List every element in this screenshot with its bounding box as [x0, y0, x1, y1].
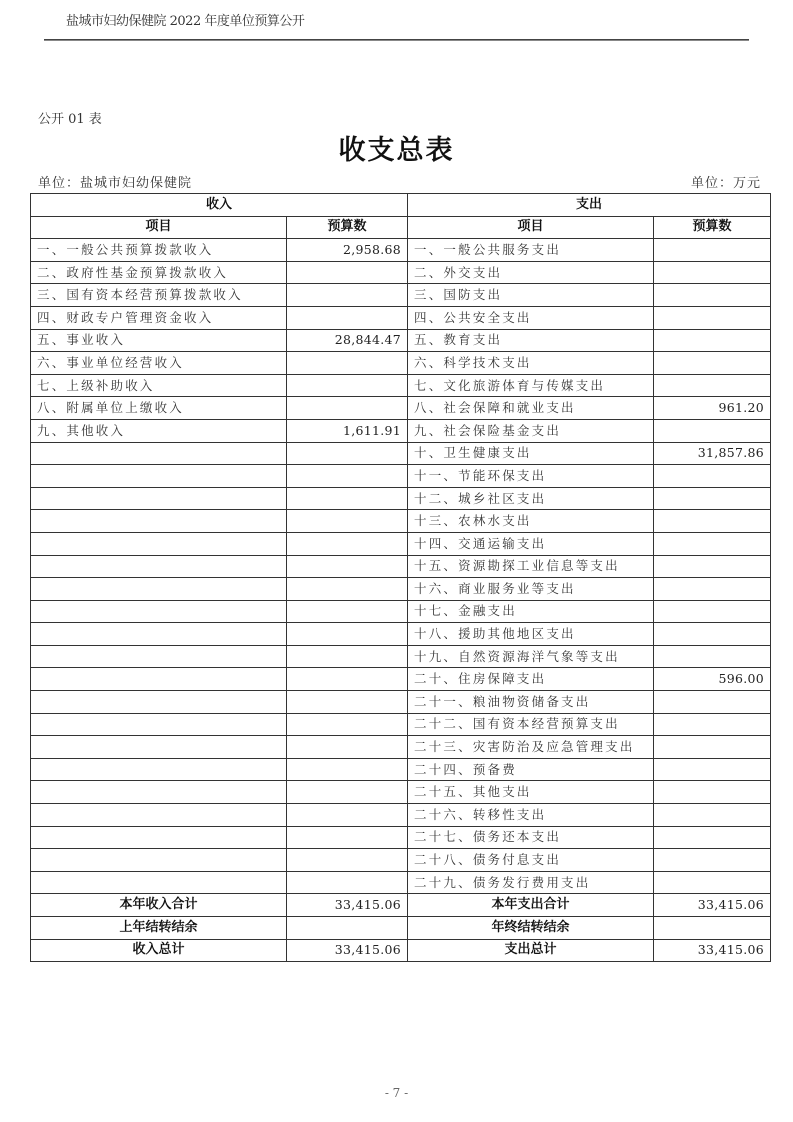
expense-value-cell [654, 713, 771, 736]
expense-value-cell [654, 645, 771, 668]
income-total-label: 收入总计 [31, 939, 287, 962]
income-total-label: 上年结转结余 [31, 917, 287, 940]
expense-item-cell: 十一、节能环保支出 [408, 465, 654, 488]
income-value-cell [287, 352, 408, 375]
expense-item-cell: 二十、住房保障支出 [408, 668, 654, 691]
budget-summary-table [30, 193, 771, 962]
income-item-cell: 一、一般公共预算拨款收入 [31, 239, 287, 262]
table-row [31, 329, 771, 352]
expense-value-cell [654, 419, 771, 442]
table-row [31, 849, 771, 872]
table-number: 公开 01 表 [38, 112, 102, 127]
income-item-cell [31, 487, 287, 510]
income-total-value: 33,415.06 [287, 939, 408, 962]
expense-value-cell [654, 849, 771, 872]
table-row [31, 578, 771, 601]
expense-item-cell: 十七、金融支出 [408, 600, 654, 623]
income-value-cell [287, 645, 408, 668]
expense-value-cell [654, 623, 771, 646]
income-total-value: 33,415.06 [287, 894, 408, 917]
income-item-cell [31, 849, 287, 872]
income-item-cell [31, 871, 287, 894]
income-item-cell [31, 668, 287, 691]
expense-value-cell [654, 555, 771, 578]
income-value-cell [287, 736, 408, 759]
income-value-cell [287, 713, 408, 736]
table-row [31, 736, 771, 759]
column-header-row [31, 216, 771, 239]
page-title: 收支总表 [338, 135, 455, 166]
table-row [31, 804, 771, 827]
income-item-cell: 四、财政专户管理资金收入 [31, 306, 287, 329]
total-row [31, 894, 771, 917]
expense-item-cell: 十八、援助其他地区支出 [408, 623, 654, 646]
page-number: - 7 - [384, 1086, 409, 1100]
income-item-cell [31, 532, 287, 555]
expense-total-value: 33,415.06 [654, 939, 771, 962]
expense-item-cell: 十九、自然资源海洋气象等支出 [408, 645, 654, 668]
income-budget-column-header: 预算数 [287, 216, 408, 239]
income-item-column-header: 项目 [31, 216, 287, 239]
income-item-cell [31, 578, 287, 601]
income-item-cell [31, 465, 287, 488]
income-item-cell [31, 736, 287, 759]
total-row [31, 939, 771, 962]
income-item-cell: 二、政府性基金预算拨款收入 [31, 261, 287, 284]
table-row [31, 487, 771, 510]
expense-total-value [654, 917, 771, 940]
income-value-cell [287, 487, 408, 510]
expense-total-label: 年终结转结余 [408, 917, 654, 940]
unit-currency: 单位：万元 [690, 176, 761, 191]
table-row [31, 442, 771, 465]
expense-value-cell [654, 239, 771, 262]
table-row [31, 713, 771, 736]
expense-value-cell [654, 781, 771, 804]
table-row [31, 758, 771, 781]
income-value-cell [287, 578, 408, 601]
expense-item-cell: 十三、农林水支出 [408, 510, 654, 533]
expense-item-cell: 二十九、债务发行费用支出 [408, 871, 654, 894]
table-row [31, 555, 771, 578]
income-value-cell [287, 623, 408, 646]
income-value-cell: 2,958.68 [287, 239, 408, 262]
header-rule [44, 39, 749, 41]
expense-value-cell [654, 871, 771, 894]
income-value-cell [287, 758, 408, 781]
income-item-cell [31, 600, 287, 623]
expense-item-cell: 二、外交支出 [408, 261, 654, 284]
income-value-cell: 1,611.91 [287, 419, 408, 442]
income-item-cell [31, 442, 287, 465]
running-header: 盐城市妇幼保健院 2022 年度单位预算公开 [66, 14, 305, 29]
income-item-cell [31, 758, 287, 781]
table-row [31, 600, 771, 623]
income-value-cell [287, 261, 408, 284]
expense-value-cell [654, 352, 771, 375]
expense-item-cell: 六、科学技术支出 [408, 352, 654, 375]
table-row [31, 871, 771, 894]
income-value-cell: 28,844.47 [287, 329, 408, 352]
table-row [31, 623, 771, 646]
income-total-value [287, 917, 408, 940]
income-value-cell [287, 849, 408, 872]
income-item-cell [31, 623, 287, 646]
expense-total-label: 支出总计 [408, 939, 654, 962]
table-row [31, 645, 771, 668]
income-value-cell [287, 306, 408, 329]
expense-item-cell: 八、社会保障和就业支出 [408, 397, 654, 420]
income-value-cell [287, 397, 408, 420]
expense-value-cell [654, 374, 771, 397]
table-row [31, 352, 771, 375]
expense-item-cell: 十、卫生健康支出 [408, 442, 654, 465]
income-value-cell [287, 826, 408, 849]
table-row [31, 261, 771, 284]
unit-organization: 单位：盐城市妇幼保健院 [38, 176, 193, 191]
expense-item-cell: 十四、交通运输支出 [408, 532, 654, 555]
expense-value-cell [654, 826, 771, 849]
income-item-cell [31, 555, 287, 578]
expense-value-cell: 596.00 [654, 668, 771, 691]
income-value-cell [287, 600, 408, 623]
income-value-cell [287, 555, 408, 578]
income-item-cell: 七、上级补助收入 [31, 374, 287, 397]
table-row [31, 374, 771, 397]
expense-budget-column-header: 预算数 [654, 216, 771, 239]
income-item-cell: 三、国有资本经营预算拨款收入 [31, 284, 287, 307]
expense-value-cell [654, 736, 771, 759]
income-value-cell [287, 374, 408, 397]
expense-item-cell: 十五、资源勘探工业信息等支出 [408, 555, 654, 578]
table-row [31, 419, 771, 442]
table-row [31, 668, 771, 691]
income-item-cell: 五、事业收入 [31, 329, 287, 352]
expense-value-cell [654, 532, 771, 555]
expense-item-cell: 一、一般公共服务支出 [408, 239, 654, 262]
income-item-cell: 六、事业单位经营收入 [31, 352, 287, 375]
income-value-cell [287, 691, 408, 714]
expense-item-cell: 二十五、其他支出 [408, 781, 654, 804]
table-row [31, 510, 771, 533]
expense-total-label: 本年支出合计 [408, 894, 654, 917]
table-row [31, 284, 771, 307]
expense-item-cell: 十二、城乡社区支出 [408, 487, 654, 510]
table-row [31, 826, 771, 849]
expense-value-cell: 31,857.86 [654, 442, 771, 465]
income-item-cell [31, 510, 287, 533]
income-value-cell [287, 510, 408, 533]
expense-value-cell [654, 758, 771, 781]
income-value-cell [287, 442, 408, 465]
expense-item-cell: 二十一、粮油物资储备支出 [408, 691, 654, 714]
income-value-cell [287, 532, 408, 555]
expense-value-cell [654, 465, 771, 488]
expense-value-cell [654, 804, 771, 827]
table-row [31, 691, 771, 714]
income-item-cell [31, 713, 287, 736]
expense-value-cell: 961.20 [654, 397, 771, 420]
income-value-cell [287, 465, 408, 488]
expense-item-cell: 五、教育支出 [408, 329, 654, 352]
expense-value-cell [654, 284, 771, 307]
table-row [31, 306, 771, 329]
income-total-label: 本年收入合计 [31, 894, 287, 917]
total-row [31, 917, 771, 940]
income-item-cell: 八、附属单位上缴收入 [31, 397, 287, 420]
expense-item-cell: 十六、商业服务业等支出 [408, 578, 654, 601]
expense-value-cell [654, 578, 771, 601]
expense-item-cell: 四、公共安全支出 [408, 306, 654, 329]
expense-total-value: 33,415.06 [654, 894, 771, 917]
income-value-cell [287, 804, 408, 827]
expense-value-cell [654, 510, 771, 533]
expense-item-cell: 二十六、转移性支出 [408, 804, 654, 827]
expense-item-cell: 二十七、债务还本支出 [408, 826, 654, 849]
table-row [31, 465, 771, 488]
expense-item-cell: 二十四、预备费 [408, 758, 654, 781]
expense-item-column-header: 项目 [408, 216, 654, 239]
table-row [31, 397, 771, 420]
income-value-cell [287, 668, 408, 691]
expense-value-cell [654, 600, 771, 623]
expense-item-cell: 二十八、债务付息支出 [408, 849, 654, 872]
expense-item-cell: 二十三、灾害防治及应急管理支出 [408, 736, 654, 759]
income-item-cell: 九、其他收入 [31, 419, 287, 442]
expense-value-cell [654, 487, 771, 510]
expense-section-header: 支出 [408, 194, 771, 217]
table-row [31, 239, 771, 262]
expense-item-cell: 九、社会保险基金支出 [408, 419, 654, 442]
expense-item-cell: 二十二、国有资本经营预算支出 [408, 713, 654, 736]
income-value-cell [287, 284, 408, 307]
section-header-row [31, 194, 771, 217]
income-item-cell [31, 804, 287, 827]
income-value-cell [287, 781, 408, 804]
expense-value-cell [654, 691, 771, 714]
expense-value-cell [654, 329, 771, 352]
income-item-cell [31, 645, 287, 668]
income-value-cell [287, 871, 408, 894]
income-section-header: 收入 [31, 194, 408, 217]
expense-item-cell: 七、文化旅游体育与传媒支出 [408, 374, 654, 397]
income-item-cell [31, 781, 287, 804]
table-row [31, 781, 771, 804]
expense-item-cell: 三、国防支出 [408, 284, 654, 307]
table-row [31, 532, 771, 555]
expense-value-cell [654, 261, 771, 284]
income-item-cell [31, 826, 287, 849]
income-item-cell [31, 691, 287, 714]
expense-value-cell [654, 306, 771, 329]
